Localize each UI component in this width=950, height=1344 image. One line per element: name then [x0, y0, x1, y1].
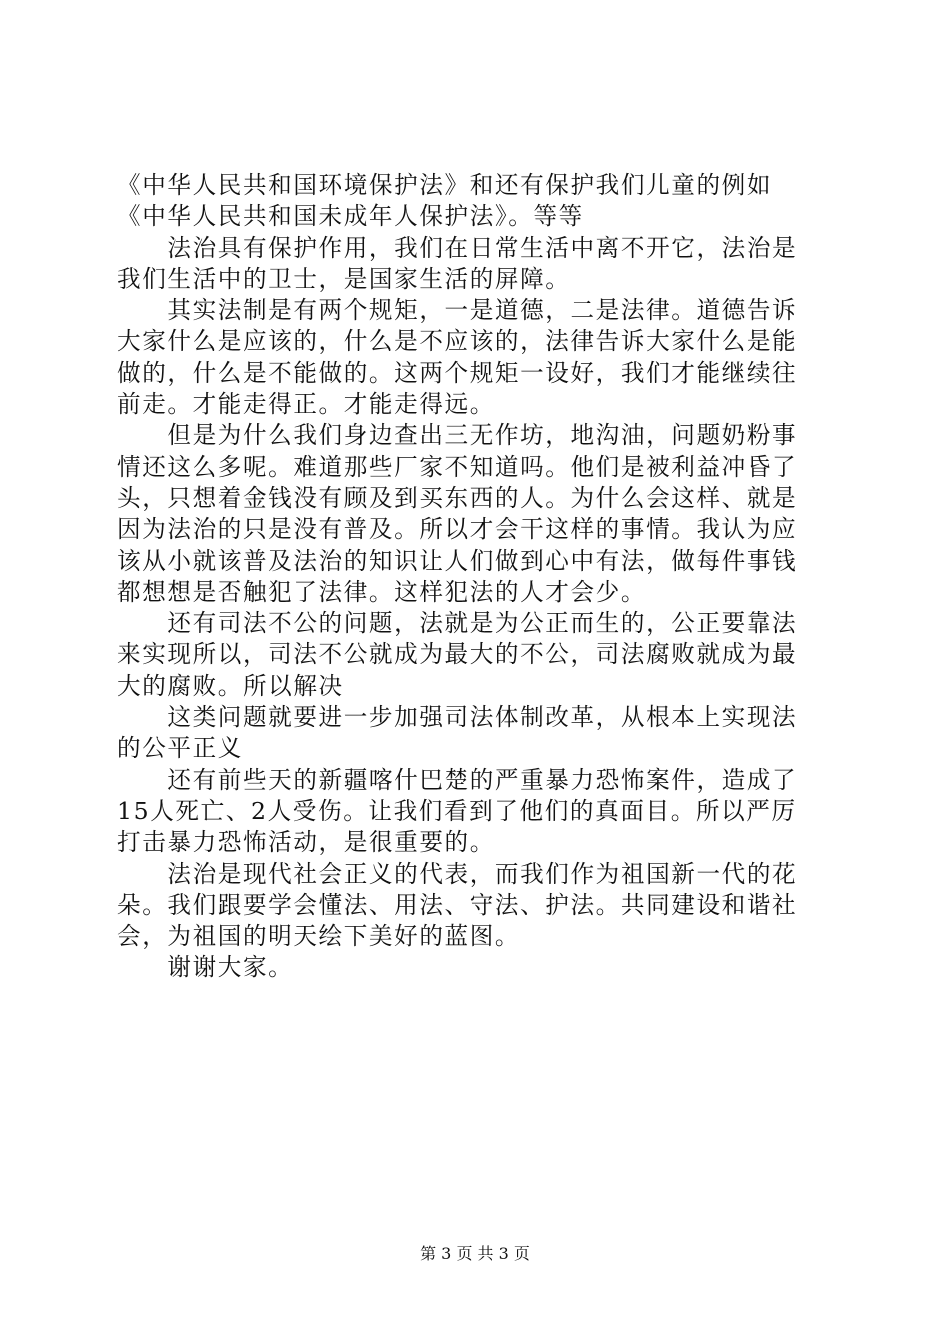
- document-body: [117, 170, 833, 984]
- text-line: 15人死亡、2人受伤。让我们看到了他们的真面目。所以严厉: [117, 796, 797, 825]
- text-line: 的公平正义: [117, 734, 243, 763]
- text-line: 这类问题就要进一步加强司法体制改革，从根本上实现法: [117, 703, 798, 732]
- text-line: 朵。我们跟要学会懂法、用法、守法、护法。共同建设和谐社: [117, 890, 798, 919]
- text-line: 前走。才能走得正。才能走得远。: [117, 390, 495, 419]
- text-line: 大的腐败。所以解决: [117, 671, 344, 700]
- text-line: 还有司法不公的问题，法就是为公正而生的，公正要靠法: [117, 609, 798, 638]
- text-line: 《中华人民共和国未成年人保护法》。等等: [117, 202, 584, 231]
- text-line: 还有前些天的新疆喀什巴楚的严重暴力恐怖案件，造成了: [117, 765, 798, 794]
- text-line: 打击暴力恐怖活动，是很重要的。: [117, 828, 495, 857]
- text-line: 做的，什么是不能做的。这两个规矩一设好，我们才能继续往: [117, 358, 798, 387]
- text-line: 《中华人民共和国环境保护法》和还有保护我们儿童的例如: [117, 171, 773, 199]
- text-line: 都想想是否触犯了法律。这样犯法的人才会少。: [117, 577, 647, 606]
- text-line: 情还这么多呢。难道那些厂家不知道吗。他们是被利益冲昏了: [117, 452, 798, 481]
- text-line: 大家什么是应该的，什么是不应该的，法律告诉大家什么是能: [117, 327, 798, 356]
- text-line: 会，为祖国的明天绘下美好的蓝图。: [117, 922, 521, 951]
- text-line: 该从小就该普及法治的知识让人们做到心中有法，做每件事钱: [117, 546, 798, 575]
- text-line: 但是为什么我们身边查出三无作坊，地沟油，问题奶粉事: [117, 421, 798, 450]
- text-line: 法治具有保护作用，我们在日常生活中离不开它，法治是: [117, 233, 798, 262]
- text-line: 因为法治的只是没有普及。所以才会干这样的事情。我认为应: [117, 515, 798, 544]
- page-number-footer: 第 3 页 共 3 页: [420, 1244, 530, 1263]
- text-line: 谢谢大家。: [117, 953, 294, 982]
- text-line: 来实现所以，司法不公就成为最大的不公，司法腐败就成为最: [117, 640, 798, 669]
- text-line: 我们生活中的卫士，是国家生活的屏障。: [117, 264, 571, 293]
- text-line: 法治是现代社会正义的代表，而我们作为祖国新一代的花: [117, 859, 798, 888]
- text-line: 头，只想着金钱没有顾及到买东西的人。为什么会这样、就是: [117, 483, 798, 512]
- text-line: 其实法制是有两个规矩，一是道德，二是法律。道德告诉: [117, 296, 798, 325]
